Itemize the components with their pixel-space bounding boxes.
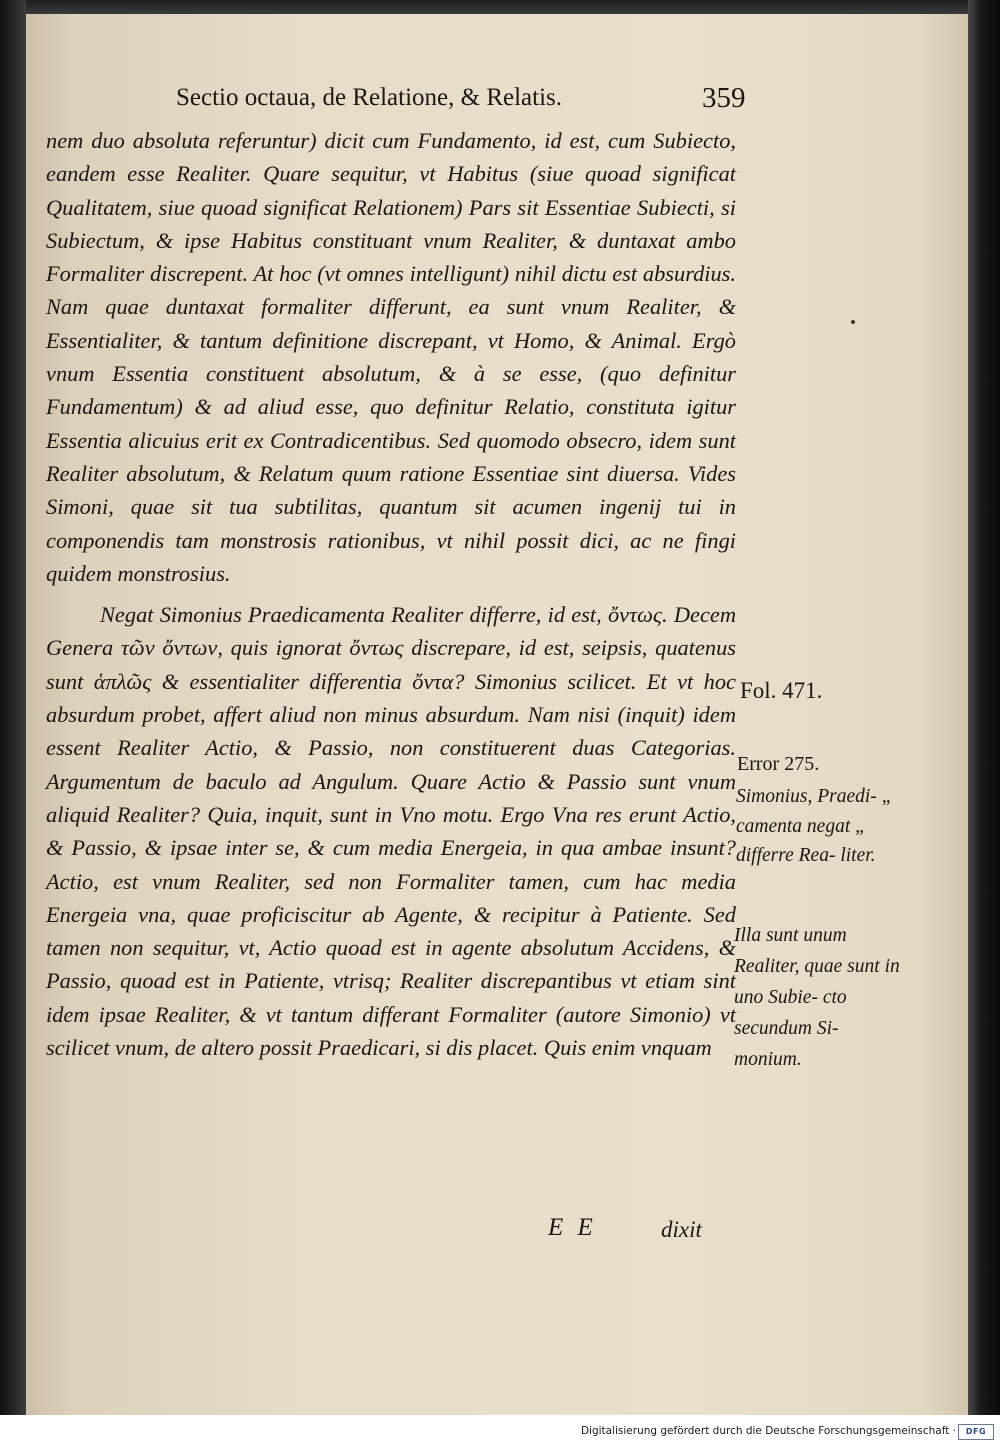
scan-border-right [968, 0, 1000, 1415]
dfg-logo-icon: DFG [958, 1424, 994, 1440]
catchword: dixit [661, 1217, 702, 1242]
margin-error-number: Error 275. [737, 753, 820, 775]
margin-folio-reference: Fol. 471. [740, 678, 823, 703]
paragraph-1: nem duo absoluta referuntur) dicit cum Fundamento, id est, cum Subiecto, eandem esse Realiter. Quare sequitur, vt Habitus (siue quoad significat Qualitatem, siue quoad significat Relationem) Pars sit Essentiae Subiecti, si Subiectum, & ipse Habitus constituant vnum Realiter, & duntaxat ambo Formaliter discrepent. At hoc (vt omnes intelligunt) nihil dictu est absurdius. Nam quae duntaxat formaliter differunt, ea sunt vnum Realiter, & Essentialiter, & tantum definitione discrepant, vt Homo, & Animal. Ergò vnum Essentia constituent absolutum, & à se esse, (quo definitur Fundamentum) & ad aliud esse, quo definitur Relatio, constituta igitur Essentia alicuius erit ex Contradicentibus. Sed quomodo obsecro, idem sunt Realiter absolutum, & Relatum quum ratione Essentiae sint diuersa. Vides Simoni, quae sit tua subtilitas, quantum sit acumen ingenij tui in componendis tam monstrosis rationibus, vt nihil possit dici, ac ne fingi quidem monstrosius. [46, 128, 736, 586]
margin-error-text: Simonius, Praedi‑ „ camenta negat „ differre Rea‑ liter. [736, 786, 893, 866]
scan-border-top [26, 0, 968, 14]
scan-border-left [0, 0, 26, 1415]
page-number: 359 [702, 82, 746, 114]
ink-speck [851, 320, 855, 324]
main-text-block [46, 124, 736, 1064]
funding-credit: Digitalisierung gefördert durch die Deutsche Forschungsgemeinschaft · [580, 1425, 956, 1437]
margin-claim-text: Illa sunt unum Realiter, quae sunt in uno Subie‑ cto secundum Si‑ monium. [734, 925, 900, 1070]
paragraph-2: Negat Simonius Praedicamenta Realiter differre, id est, ὄντως. Decem Genera τῶν ὄντων, quis ignorat ὄντως discrepare, id est, seipsis, quatenus sunt ἁπλῶς & essentialiter differentia ὄντα? Simonius scilicet. Et vt hoc absurdum probet, affert aliud non minus absurdum. Nam nisi (inquit) idem essent Realiter Actio, & Passio, non constituerent duas Categorias. Argumentum de baculo ad Angulum. Quare Actio & Passio sunt vnum aliquid Realiter? Quia, inquit, sunt in Vno motu. Ergo Vna res erunt Actio, & Passio, & ipsae inter se, & cum media Energeia, in qua ambae insunt? Actio, est vnum Realiter, sed non Formaliter tamen, cum hac media Energeia vna, quae proficiscitur ab Agente, & recipitur à Patiente. Sed tamen non sequitur, vt, Actio quoad est in agente absolutum Accidens, & Passio, quoad est in Patiente, vtrisq; Realiter discrepantibus vt etiam sint idem ipsae Realiter, & vt tantum differant Formaliter (autore Simonio) vt scilicet vnum, de altero possit Praedicari, si dis placet. Quis enim vnquam [46, 602, 736, 1061]
digitization-footer [0, 1415, 1000, 1445]
signature-mark: E E [548, 1214, 597, 1241]
running-head: Sectio octaua, de Relatione, & Relatis. [176, 84, 562, 111]
